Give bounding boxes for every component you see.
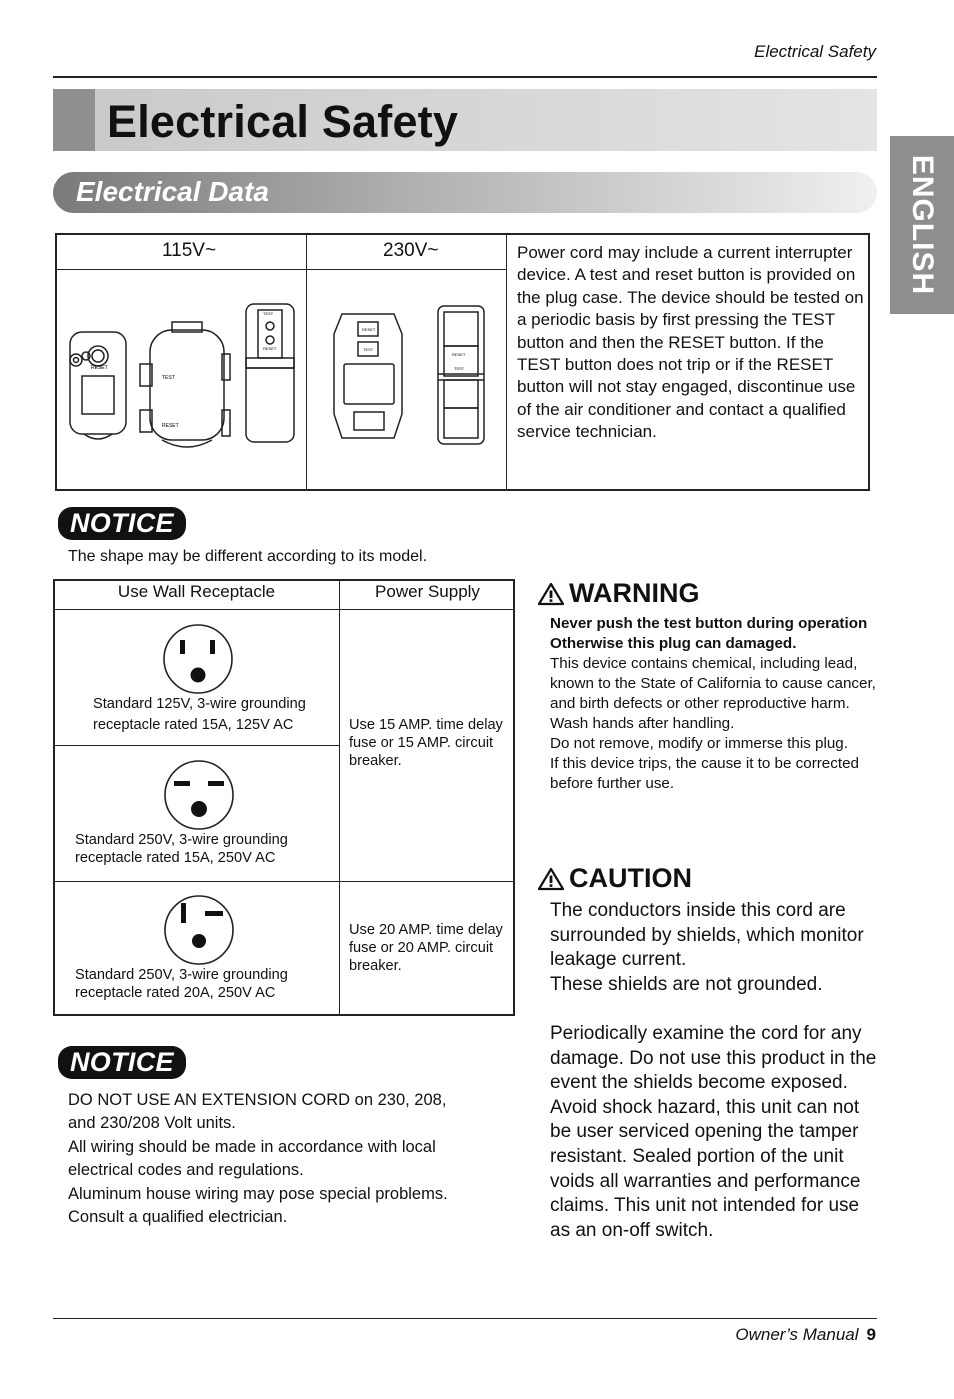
table-divider [339, 579, 340, 1016]
table-divider [506, 233, 507, 491]
cord-description: Power cord may include a current interrupter device. A test and reset button is provided on the plug case. The device should be tested on a periodic basis by first pressing the TEST button and then the RESET button. If the TEST button does not trip or if the RESET button will not stay engaged, discontinue use of the air conditioner and contact a qualified service technician. [517, 243, 864, 442]
caution-paragraph: The conductors inside this cord are surrounded by shields, which monitor leakage current. [550, 900, 864, 971]
reset-label: RESET [452, 352, 466, 357]
warning-bold-line: Otherwise this plug can damaged. [550, 635, 797, 652]
notice-badge: NOTICE [58, 1046, 186, 1079]
receptacle-250v-15a-icon [162, 758, 236, 832]
receptacle-description: Standard 125V, 3-wire grounding receptacle rated 15A, 125V AC [93, 696, 306, 733]
receptacle-description: Standard 250V, 3-wire grounding receptacle rated 15A, 250V AC [75, 832, 288, 866]
power-supply-15a: Use 15 AMP. time delay fuse or 15 AMP. circuit breaker. [349, 717, 503, 769]
caution-body [550, 899, 880, 1243]
page-number: 9 [866, 1325, 876, 1344]
footer [735, 1325, 876, 1345]
caution-title: CAUTION [569, 863, 692, 893]
notice-paragraph: Aluminum house wiring may pose special problems. Consult a qualified electrician. [68, 1185, 448, 1226]
table-divider [53, 745, 340, 746]
warning-heading [538, 578, 700, 609]
power-supply-20a: Use 20 AMP. time delay fuse or 20 AMP. circuit breaker. [349, 922, 503, 974]
section-title: Electrical Data [76, 176, 269, 207]
test-label: TEST [162, 375, 175, 381]
reset-label: RESET [263, 346, 277, 351]
test-label: TEST [263, 311, 274, 316]
plug-230v-illustration [330, 300, 490, 450]
page-title: Electrical Safety [107, 96, 459, 147]
caution-heading [538, 863, 692, 894]
running-header: Electrical Safety [754, 42, 876, 61]
table-divider [306, 233, 307, 491]
footer-rule [53, 1318, 877, 1319]
warning-triangle-icon [538, 582, 564, 606]
language-tab-label: ENGLISH [906, 154, 940, 296]
test-label: TEST [454, 366, 465, 371]
voltage-230-header: 230V~ [383, 240, 439, 261]
notice-badge: NOTICE [58, 507, 186, 540]
table-divider [55, 269, 507, 270]
reset-label: RESET [91, 365, 108, 371]
receptacle-125v-15a-icon [161, 622, 235, 696]
table-divider [53, 609, 515, 610]
receptacle-description: Standard 250V, 3-wire grounding receptacle rated 20A, 250V AC [75, 967, 288, 1001]
footer-label: Owner’s Manual [735, 1325, 859, 1344]
warning-body [550, 614, 880, 794]
notice-paragraph: All wiring should be made in accordance with local electrical codes and regulations. [68, 1138, 436, 1179]
warning-bold-line: Never push the test button during operation [550, 615, 868, 632]
voltage-115-header: 115V~ [162, 240, 217, 261]
power-column-header: Power Supply [375, 582, 480, 601]
warning-text: Do not remove, modify or immerse this plug. [550, 735, 848, 752]
warning-triangle-icon [538, 867, 564, 891]
reset-label: RESET [362, 327, 376, 332]
language-tab-label-wrap [890, 136, 954, 314]
notice-paragraph: DO NOT USE AN EXTENSION CORD on 230, 208, and 230/208 Volt units. [68, 1091, 447, 1132]
receptacle-column-header: Use Wall Receptacle [117, 582, 276, 601]
warning-text: This device contains chemical, including lead, known to the State of California to cause cancer, and birth defects or other reproductive harm. [550, 655, 876, 712]
warning-text: Wash hands after handling. [550, 715, 735, 732]
title-bar-accent [53, 89, 95, 151]
warning-title: WARNING [569, 578, 700, 608]
notice-body [68, 1089, 458, 1231]
reset-label: RESET [162, 423, 179, 429]
table-divider [53, 881, 515, 882]
shape-note: The shape may be different according to its model. [68, 548, 428, 565]
caution-paragraph: These shields are not grounded. [550, 973, 823, 995]
warning-text: If this device trips, the cause it to be corrected before further use. [550, 755, 859, 792]
caution-paragraph: Periodically examine the cord for any damage. Do not use this product in the event the shields become exposed. Avoid shock hazard, this unit can not be user serviced opening the tamper resistant. Sealed portion of the unit voids all warranties and performance claims. This unit not intended for use as an on-off switch. [550, 1022, 877, 1241]
plug-115v-illustration [62, 300, 302, 450]
header-rule [53, 76, 877, 78]
test-label: TEST [363, 347, 374, 352]
receptacle-250v-20a-icon [162, 893, 236, 967]
